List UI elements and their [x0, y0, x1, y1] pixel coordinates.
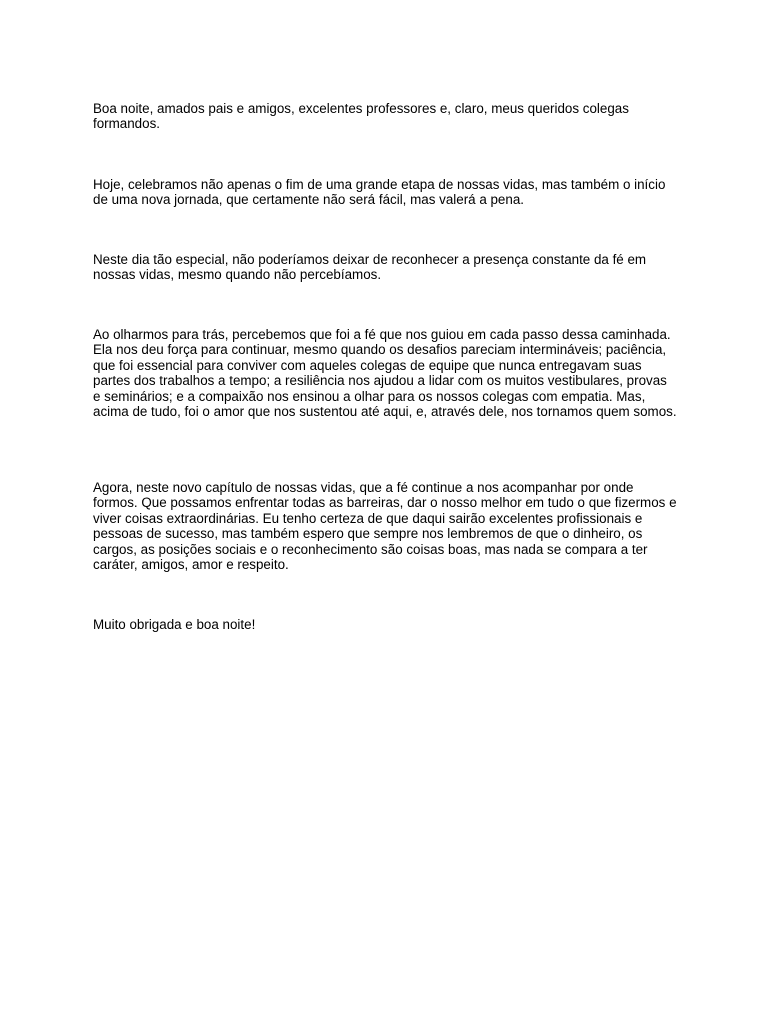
paragraph-celebration: Hoje, celebramos não apenas o fim de uma grande etapa de nossas vidas, mas também o início de uma nova jornada, que certamente não será fácil, mas valerá a pena. — [93, 177, 666, 208]
paragraph-new-chapter: Agora, neste novo capítulo de nossas vidas, que a fé continue a nos acompanhar por onde formos. Que possamos enfrentar todas as barreiras, dar o nosso melhor em tudo o que fizermos e viver coisas extraordinárias. Eu tenho certeza de que daqui sairão excelentes profissionais e pessoas de sucesso, mas também espero que sempre nos lembremos de que o dinheiro, os cargos, as posições sociais e o reconhecimento são coisas boas, mas nada se compara a ter caráter, amigos, amor e respeito. — [93, 480, 677, 573]
paragraph-closing: Muito obrigada e boa noite! — [93, 617, 256, 632]
paragraph-looking-back: Ao olharmos para trás, percebemos que foi a fé que nos guiou em cada passo dessa caminhada. Ela nos deu força para continuar, mesmo quando os desafios pareciam intermináveis; paciência, que foi essencial para conviver com aqueles colegas de equipe que nunca entregavam suas partes dos trabalhos a tempo; a resiliência nos ajudou a lidar com os muitos vestibulares, provas e seminários; e a compaixão nos ensinou a olhar para os nossos colegas com empatia. Mas, acima de tudo, foi o amor que nos sustentou até aqui, e, através dele, nos tornamos quem somos. — [93, 327, 677, 420]
paragraph-greeting: Boa noite, amados pais e amigos, excelentes professores e, claro, meus queridos colegas formandos. — [93, 101, 629, 132]
paragraph-faith: Neste dia tão especial, não poderíamos deixar de reconhecer a presença constante da fé em nossas vidas, mesmo quando não percebíamos. — [93, 252, 647, 283]
